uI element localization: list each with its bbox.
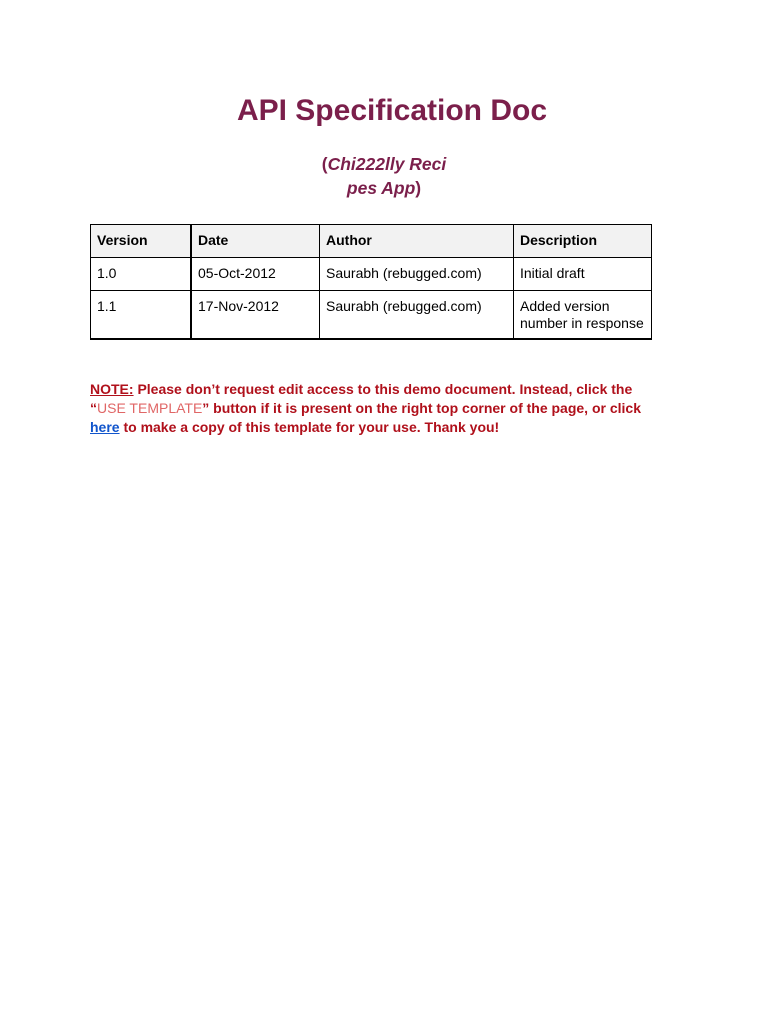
subtitle-line-1: Chi222lly Reci <box>327 154 447 174</box>
cell-version: 1.1 <box>91 291 192 340</box>
revision-history-table <box>90 224 652 340</box>
note-text-after: to make a copy of this template for your use. Thank you! <box>119 419 500 435</box>
subtitle-open-paren: ( <box>321 154 328 174</box>
cell-description: Added version number in response <box>514 291 652 340</box>
subtitle-line-2: pes App <box>346 178 416 198</box>
cell-version: 1.0 <box>91 258 192 291</box>
cell-date: 05-Oct-2012 <box>191 258 320 291</box>
copy-template-link[interactable]: here <box>90 419 120 435</box>
header-version: Version <box>91 225 192 258</box>
cell-description: Initial draft <box>514 258 652 291</box>
header-date: Date <box>191 225 320 258</box>
cell-date: 17-Nov-2012 <box>191 291 320 340</box>
use-template-text: USE TEMPLATE <box>97 400 203 416</box>
table-header-row <box>91 225 652 258</box>
table-row <box>91 258 652 291</box>
demo-note <box>90 380 670 437</box>
header-description: Description <box>514 225 652 258</box>
subtitle-line-2-wrap <box>0 176 768 200</box>
header-author: Author <box>320 225 514 258</box>
note-label: NOTE: <box>90 381 134 397</box>
note-text-before: Please don’t request edit access to this demo document. Instead, click the “ <box>90 381 633 416</box>
note-text-middle: ” button if it is present on the right top corner of the page, or click <box>202 400 641 416</box>
cell-author: Saurabh (rebugged.com) <box>320 291 514 340</box>
document-title: API Specification Doc <box>236 94 548 127</box>
document-subtitle <box>0 152 768 200</box>
table-row <box>91 291 652 340</box>
cell-author: Saurabh (rebugged.com) <box>320 258 514 291</box>
subtitle-close-paren: ) <box>415 178 422 198</box>
